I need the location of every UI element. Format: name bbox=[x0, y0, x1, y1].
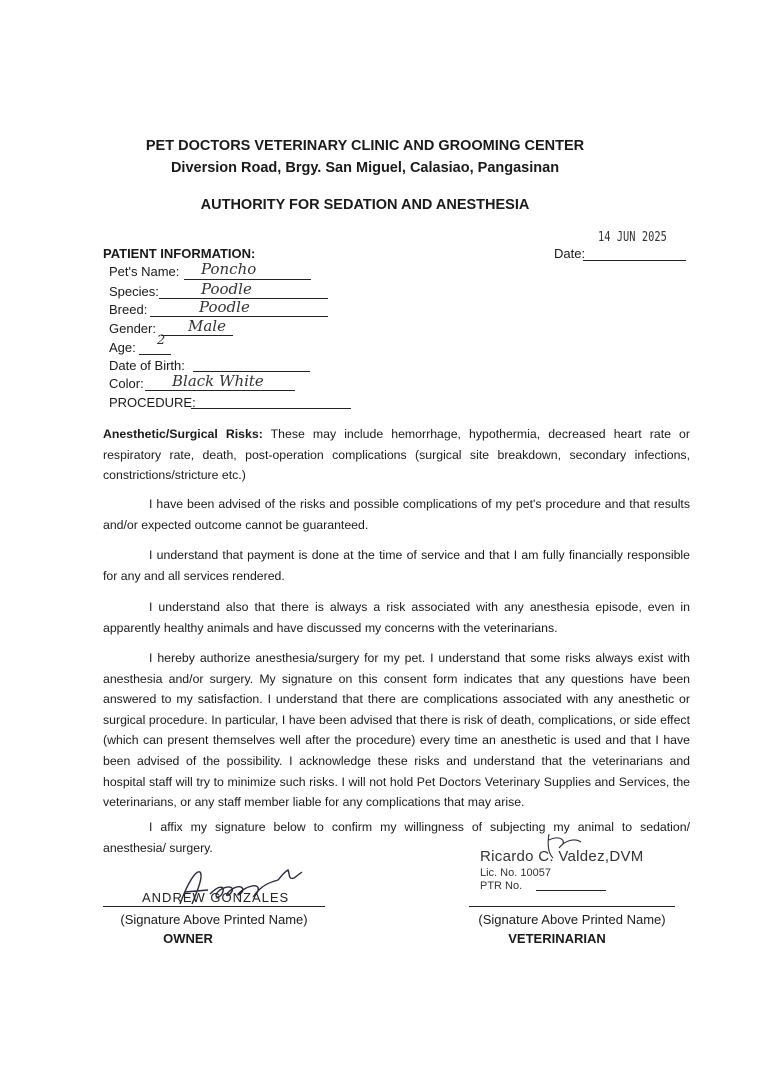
breed-value: Poodle bbox=[199, 298, 250, 316]
risks-paragraph bbox=[103, 424, 690, 486]
owner-signature-line bbox=[103, 906, 325, 907]
consent-paragraph-1: I have been advised of the risks and possible complications of my pet's procedure and that results and/or expected outcome cannot be guaranteed. bbox=[103, 497, 690, 532]
age-label: Age: bbox=[109, 340, 136, 355]
color-value: Black White bbox=[172, 372, 264, 390]
species-value: Poodle bbox=[201, 280, 252, 298]
gender-line bbox=[161, 335, 233, 336]
consent-paragraph-5: I affix my signature below to confirm my willingness of subjecting my animal to sedation/ anesthesia/ surgery. bbox=[103, 820, 690, 855]
consent-paragraph-3: I understand also that there is always a risk associated with any anesthesia episode, even in apparently healthy animals and have discussed my concerns with the veterinarians. bbox=[103, 600, 690, 635]
consent-paragraph-2: I understand that payment is done at the time of service and that I am fully financially responsible for any and all services rendered. bbox=[103, 548, 690, 583]
pet-name-value: Poncho bbox=[201, 260, 257, 278]
owner-printed-name: ANDREW GONZALES bbox=[142, 890, 290, 905]
vet-signature-caption: (Signature Above Printed Name) bbox=[478, 912, 666, 927]
pet-name-label: Pet's Name: bbox=[109, 264, 180, 279]
date-line bbox=[583, 260, 686, 261]
vet-role: VETERINARIAN bbox=[508, 931, 606, 946]
vet-license: Lic. No. 10057 bbox=[480, 867, 551, 879]
gender-label: Gender: bbox=[109, 321, 156, 336]
date-stamp: 14 JUN 2025 bbox=[598, 230, 667, 245]
form-title: AUTHORITY FOR SEDATION AND ANESTHESIA bbox=[200, 197, 530, 213]
date-label: Date: bbox=[554, 246, 586, 261]
age-value: 2 bbox=[157, 333, 166, 348]
breed-line bbox=[150, 316, 328, 317]
clinic-address: Diversion Road, Brgy. San Miguel, Calasiao, Pangasinan bbox=[170, 160, 560, 176]
species-label: Species: bbox=[109, 284, 159, 299]
procedure-line bbox=[191, 408, 351, 409]
vet-ptr-line bbox=[536, 890, 606, 891]
owner-role: OWNER bbox=[163, 931, 213, 946]
procedure-label: PROCEDURE: bbox=[109, 395, 196, 410]
patient-section-title: PATIENT INFORMATION: bbox=[103, 246, 256, 261]
owner-signature-caption: (Signature Above Printed Name) bbox=[120, 912, 308, 927]
color-line bbox=[145, 390, 295, 391]
vet-ptr-label: PTR No. bbox=[480, 880, 523, 892]
color-label: Color: bbox=[109, 376, 144, 391]
vet-name: Ricardo C. Valdez,DVM bbox=[480, 848, 644, 865]
vet-signature-line bbox=[469, 906, 675, 907]
risks-text: These may include hemorrhage, hypothermia, decreased heart rate or respiratory rate, death, post-operation complications (surgical site breakdown, secondary infections, constrictions/stricture etc.) bbox=[103, 427, 690, 483]
gender-value: Male bbox=[188, 317, 226, 335]
risks-label: Anesthetic/Surgical Risks: bbox=[103, 427, 263, 441]
clinic-name: PET DOCTORS VETERINARY CLINIC AND GROOMING CENTER bbox=[145, 138, 585, 154]
breed-label: Breed: bbox=[109, 302, 148, 317]
consent-paragraph-4: I hereby authorize anesthesia/surgery for my pet. I understand that some risks always exist with anesthesia and/or surgery. My signature on this consent form indicates that any questions have been answered to my satisfaction. I understand that there are complications associated with any anesthetic or surgical procedure. In particular, I have been advised that there is risk of death, complications, or side effect (which can present themselves well after the procedure) every time an anesthetic is used and that I have been advised of the possibility. I acknowledge these risks and understand that the veterinarians and hospital staff will try to minimize such risks. I will not hold Pet Doctors Veterinary Supplies and Services, the veterinarians, or any staff member liable for any complications that may arise. bbox=[103, 651, 690, 810]
age-line bbox=[139, 354, 171, 355]
dob-label: Date of Birth: bbox=[109, 358, 185, 373]
